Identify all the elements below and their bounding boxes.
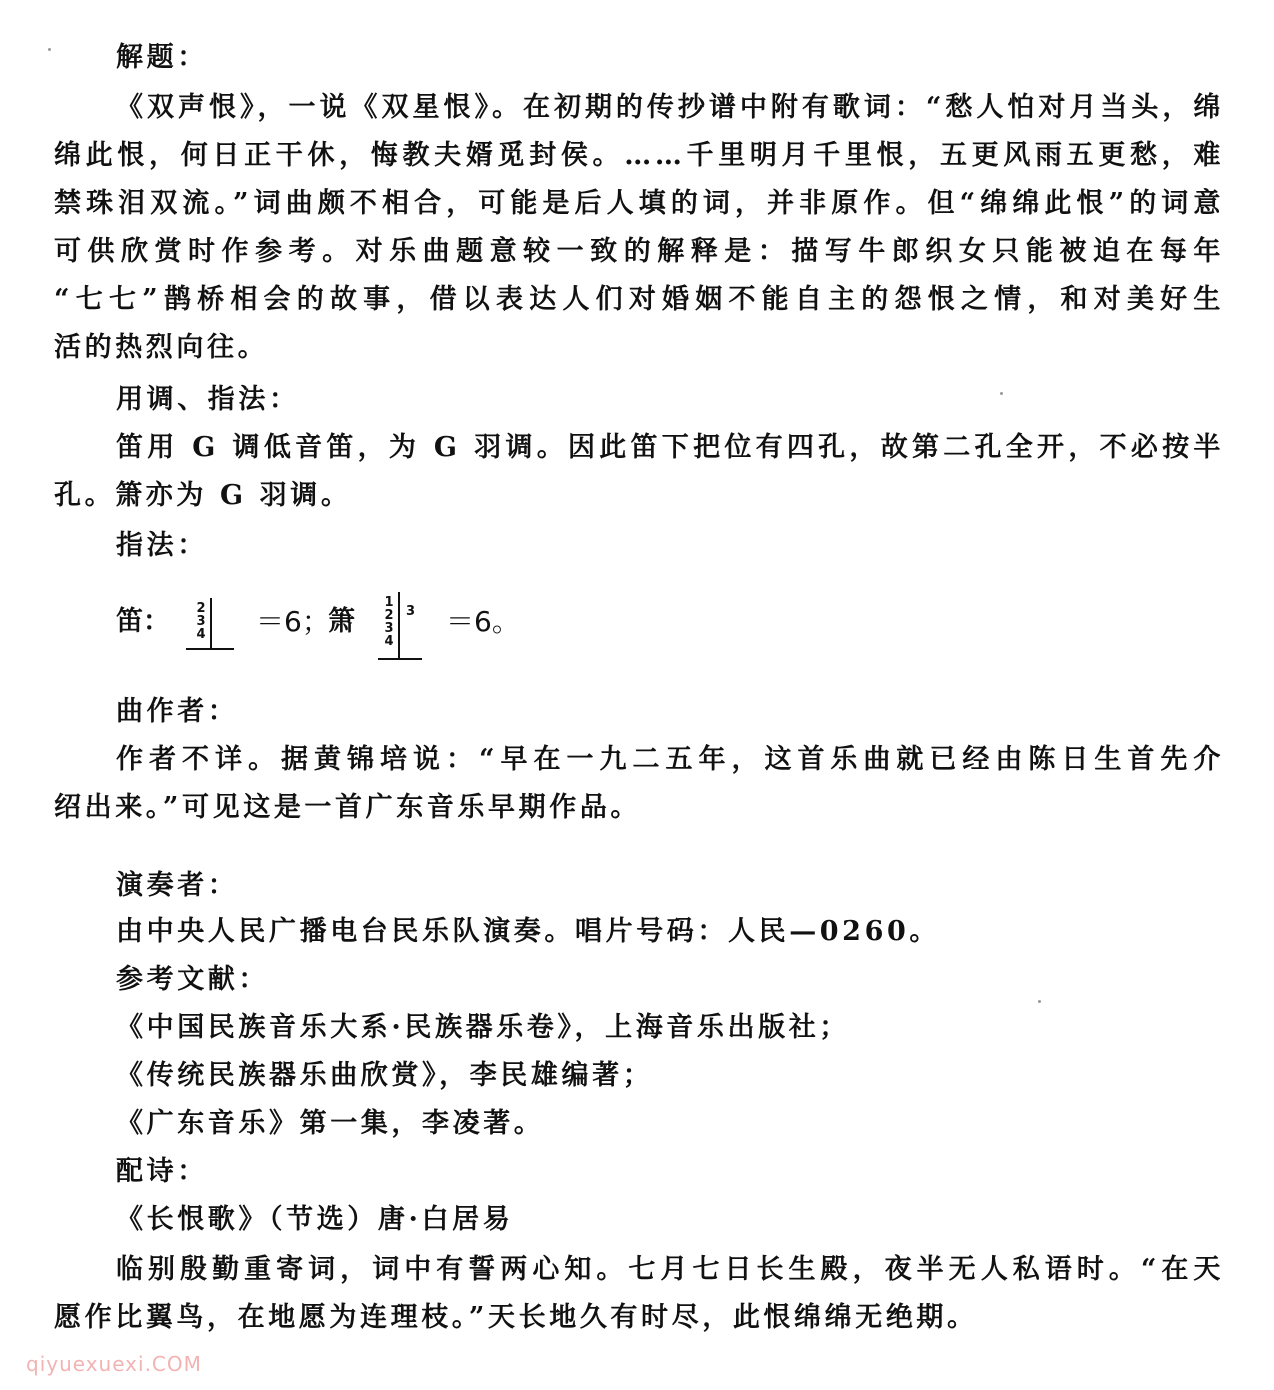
- heading-yongdiao: 用调、指法：: [116, 384, 300, 415]
- jieti-line-1: 《双声恨》，一说《双星恨》。在初期的传抄谱中附有歌词：“愁人怕对月当头，绵: [116, 92, 1224, 123]
- heading-zhifa: 指法：: [116, 530, 208, 561]
- heading-jieti: 解题：: [116, 42, 208, 73]
- poem-title: 《长恨歌》（节选）唐·白居易: [116, 1204, 514, 1235]
- heading-yanzou: 演奏者：: [116, 870, 239, 901]
- xiao-digit-1: 1: [384, 595, 394, 610]
- zuozhe-line-1: 作者不详。据黄锦培说：“早在一九二五年，这首乐曲就已经由陈日生首先介: [116, 744, 1224, 775]
- jieti-line-2: 绵此恨，何日正干休，悔教夫婿觅封侯。……千里明月千里恨，五更风雨五更愁，难: [54, 140, 1224, 171]
- zuozhe-line-2: 绍出来。”可见这是一首广东音乐早期作品。: [54, 792, 642, 823]
- xiao-digit-4: 4: [384, 634, 394, 649]
- heading-zuozhe: 曲作者：: [116, 696, 239, 727]
- di-equals: ＝6；: [256, 605, 330, 638]
- reference-3: 《广东音乐》第一集，李凌著。: [116, 1108, 545, 1139]
- poem-line-1: 临别殷勤重寄词，词中有誓两心知。七月七日长生殿，夜半无人私语时。“在天: [116, 1254, 1224, 1285]
- xiao-left-digits: [382, 596, 396, 648]
- scan-speck: [1038, 1000, 1041, 1003]
- scan-speck: [48, 48, 51, 51]
- xiao-vertical-line: [398, 592, 400, 658]
- heading-cankao: 参考文献：: [116, 964, 269, 995]
- di-horizontal-line: [186, 648, 234, 650]
- di-left-digits: [194, 602, 208, 641]
- xiao-equals: ＝6。: [446, 605, 520, 638]
- yongdiao-line-1: 笛用 G 调低音笛，为 G 羽调。因此笛下把位有四孔，故第二孔全开，不必按半: [116, 432, 1224, 463]
- xiao-horizontal-line: [378, 658, 422, 660]
- xiao-digit-3: 3: [384, 621, 394, 636]
- heading-peishi: 配诗：: [116, 1156, 208, 1187]
- yongdiao-line-2: 孔。箫亦为 G 羽调。: [54, 480, 352, 511]
- jieti-line-3: 禁珠泪双流。”词曲颇不相合，可能是后人填的词，并非原作。但“绵绵此恨”的词意: [54, 188, 1224, 219]
- di-digit-4: 4: [196, 627, 206, 642]
- fingering-diagram: [116, 590, 616, 670]
- yanzou-line-1: 由中央人民广播电台民乐队演奏。唱片号码：人民—0260。: [116, 916, 940, 947]
- reference-2: 《传统民族器乐曲欣赏》，李民雄编著；: [116, 1060, 654, 1091]
- xiao-right-digit: 3: [406, 604, 416, 619]
- xiao-digit-2: 2: [384, 608, 394, 623]
- di-vertical-line: [210, 598, 212, 648]
- di-digit-3: 3: [196, 614, 206, 629]
- xiao-label: 箫: [328, 606, 355, 637]
- jieti-line-4: 可供欣赏时作参考。对乐曲题意较一致的解释是：描写牛郎织女只能被迫在每年: [54, 236, 1224, 267]
- di-digit-2: 2: [196, 601, 206, 616]
- jieti-line-5: “七七”鹊桥相会的故事，借以表达人们对婚姻不能自主的怨恨之情，和对美好生: [54, 284, 1224, 315]
- scan-speck: [1000, 392, 1003, 395]
- poem-line-2: 愿作比翼鸟，在地愿为连理枝。”天长地久有时尽，此恨绵绵无绝期。: [54, 1302, 978, 1333]
- jieti-line-6: 活的热烈向往。: [54, 332, 269, 363]
- reference-1: 《中国民族音乐大系·民族器乐卷》，上海音乐出版社；: [116, 1012, 850, 1043]
- di-label: 笛：: [116, 606, 170, 637]
- watermark: qiyuexuexi.COM: [26, 1352, 202, 1376]
